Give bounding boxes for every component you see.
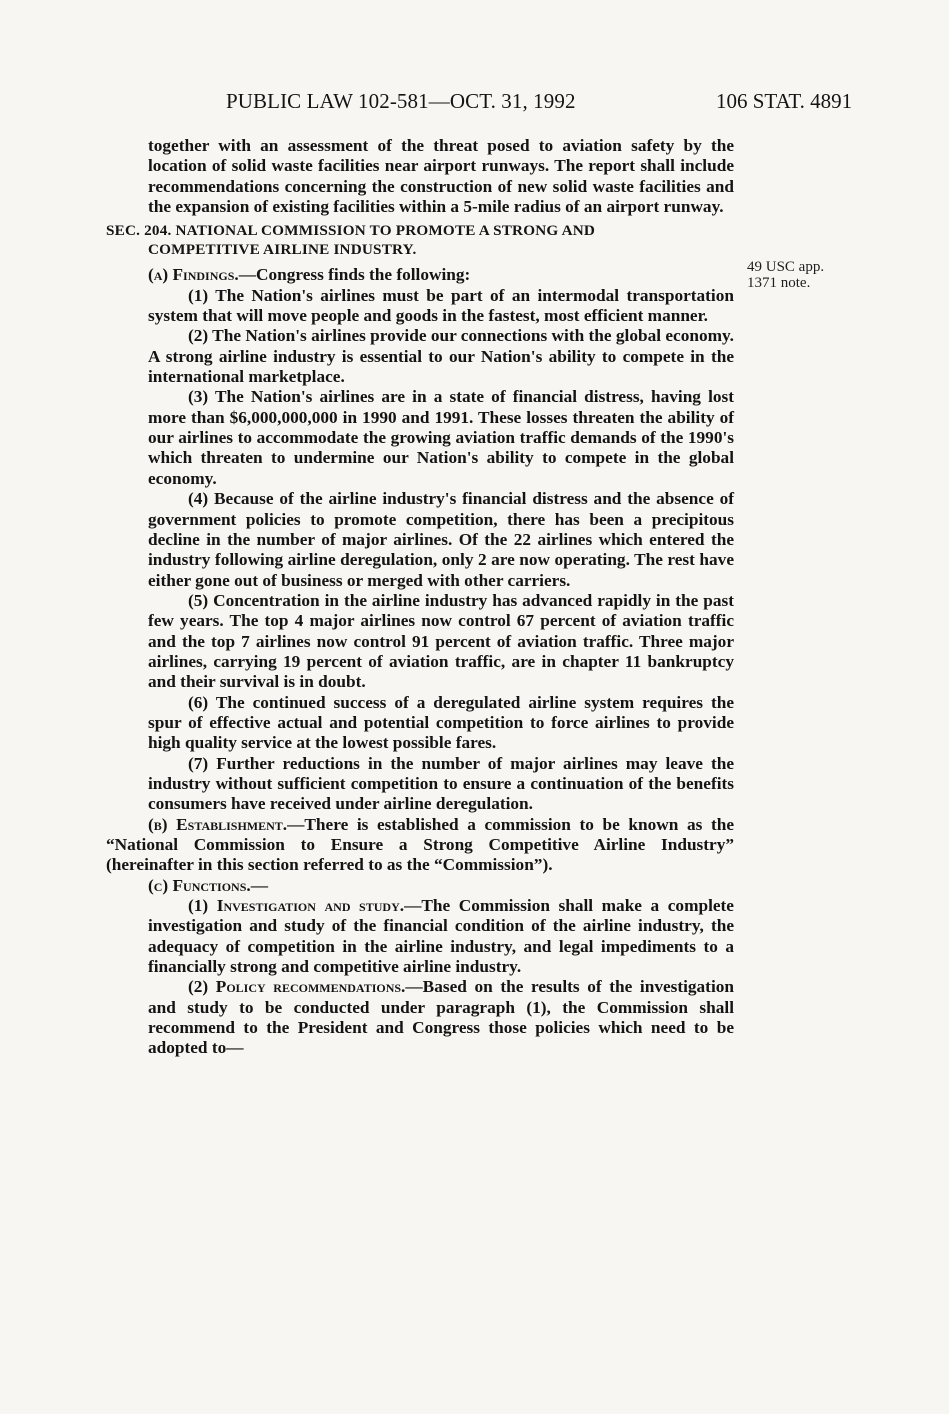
section-heading	[106, 221, 734, 259]
functions-subsection	[106, 876, 734, 896]
functions-label: (c) Functions.	[148, 875, 251, 895]
function-2	[106, 977, 734, 1058]
function-2-text: —Based on the results of the investigation and study to be conducted under paragraph (1), the Commission shall recommend to the President and Congress those policies which need to be adopted to—	[148, 977, 734, 1058]
section-heading-line-1: SEC. 204. NATIONAL COMMISSION TO PROMOTE A STRONG AND	[106, 222, 596, 240]
findings-intro: —Congress finds the following:	[238, 265, 471, 285]
finding-4: (4) Because of the airline industry's financial distress and the absence of government policies to promote competition, there has been a precipitous decline in the number of major airlines. Of the 22 airlines which entered the industry following airline deregulation, only 2 are now operating. The rest have either gone out of business or merged with other carriers.	[148, 489, 734, 590]
function-1-text: —The Commission shall make a complete investigation and study of the financial condition of the airline industry, the adequacy of competition in the airline industry, and legal impediments to a financially strong and competitive airline industry.	[148, 896, 734, 977]
main-text-column	[106, 136, 734, 1059]
findings-subsection	[106, 265, 734, 285]
function-1	[106, 896, 734, 977]
running-header-law: PUBLIC LAW 102-581—OCT. 31, 1992	[226, 89, 576, 113]
finding-3: (3) The Nation's airlines are in a state of financial distress, having lost more than $6,000,000,000 in 1990 and 1991. These losses threaten the ability of our airlines to accommodate the growing aviation traffic demands of the 1990's which threaten to undermine our Nation's ability to compete in the global economy.	[148, 387, 734, 488]
function-1-label: (1) Investigation and study.	[188, 896, 405, 916]
finding-5: (5) Concentration in the airline industry has advanced rapidly in the past few years. The top 4 major airlines now control 67 percent of aviation traffic and the top 7 airlines now control 91 percent of aviation traffic. Three major airlines, carrying 19 percent of aviation traffic, are in chapter 11 bankruptcy and their survival is in doubt.	[148, 590, 734, 692]
finding-6: (6) The continued success of a deregulated airline system requires the spur of effective actual and potential competition to force airlines to provide high quality service at the lowest possible fares.	[148, 692, 734, 753]
establishment-subsection	[106, 815, 734, 876]
running-header-stat: 106 STAT. 4891	[716, 89, 853, 113]
carryover-paragraph: together with an assessment of the threat posed to aviation safety by the location of solid waste facilities near airport runways. The report shall include recommendations concerning the construction of new solid waste facilities and the expansion of existing facilities within a 5-mile radius of an airport runway.	[148, 136, 734, 217]
margin-citation-line-1: 49 USC app.	[747, 259, 825, 275]
finding-7: (7) Further reductions in the number of major airlines may leave the industry without sufficient competition to ensure a continuation of the benefits consumers have received under airline deregulation.	[148, 753, 734, 814]
functions-dash: —	[250, 875, 268, 895]
establishment-text: —There is established a commission to be known as the “National Commission to Ensure a Strong Competitive Airline Industry” (hereinafter in this section referred to as the “Commission”).	[106, 814, 734, 875]
establishment-label: (b) Establishment.	[148, 814, 288, 834]
findings-label: (a) Findings.	[148, 265, 239, 285]
section-heading-line-2: COMPETITIVE AIRLINE INDUSTRY.	[148, 241, 417, 259]
margin-citation-line-2: 1371 note.	[747, 275, 811, 291]
finding-2: (2) The Nation's airlines provide our connections with the global economy. A strong airline industry is essential to our Nation's ability to compete in the international marketplace.	[148, 326, 734, 387]
function-2-label: (2) Policy recommendations.	[188, 977, 406, 997]
finding-1: (1) The Nation's airlines must be part of an intermodal transportation system that will move people and goods in the fastest, most efficient manner.	[148, 285, 734, 326]
margin-citation	[747, 259, 824, 291]
